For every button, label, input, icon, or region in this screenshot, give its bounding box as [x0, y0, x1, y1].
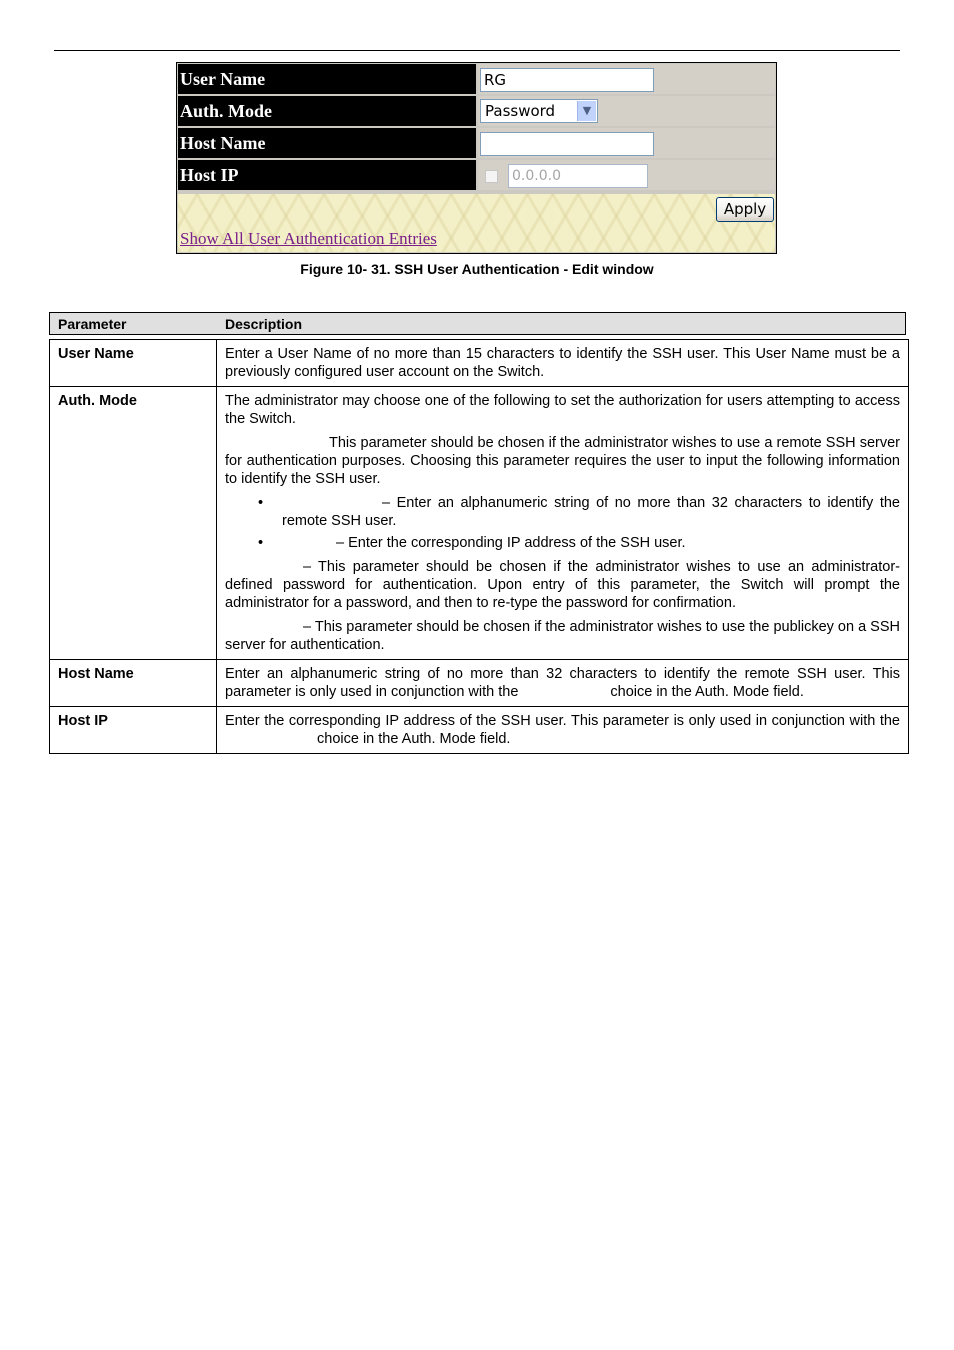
bullet-1-text: – Enter an alphanumeric string of no more than 32 characters to identify the remote SSH user.	[282, 495, 900, 529]
auth-mode-password-para	[225, 558, 900, 612]
host-ip-cell	[478, 160, 775, 190]
host-ip-row	[178, 160, 775, 190]
auth-mode-select[interactable]	[480, 99, 598, 123]
list-item	[258, 534, 900, 552]
user-name-input[interactable]: RG	[480, 68, 654, 92]
host-name-cell	[478, 128, 775, 158]
host-ip-label: Host IP	[178, 160, 476, 190]
auth-mode-row	[178, 96, 775, 126]
auth-mode-bullets	[225, 494, 900, 552]
header-parameter: Parameter	[58, 316, 127, 332]
auth-mode-host-based: This parameter should be chosen if the administrator wishes to use a remote SSH server for authentication purposes. Choosing this parameter requires the user to input the following information to identify the SSH user.	[225, 435, 900, 487]
parameter-table	[49, 339, 909, 754]
host-name-desc-b: choice in the Auth. Mode field.	[610, 684, 804, 700]
param-description	[217, 387, 909, 660]
host-ip-desc-a: Enter the corresponding IP address of the SSH user. This parameter is only used in conjunction with the	[225, 713, 900, 729]
param-description	[217, 660, 909, 707]
user-name-label: User Name	[178, 64, 476, 94]
host-name-row	[178, 128, 775, 158]
bullet-2-text: – Enter the corresponding IP address of the SSH user.	[336, 535, 686, 551]
table-header	[49, 312, 906, 335]
auth-mode-selected-value: Password	[485, 102, 556, 120]
table-row	[50, 340, 909, 387]
figure-caption: Figure 10- 31. SSH User Authentication - Edit window	[300, 261, 654, 277]
auth-mode-publickey-para	[225, 618, 900, 654]
param-description	[217, 340, 909, 387]
host-ip-desc-para	[225, 712, 900, 748]
param-name: Host Name	[50, 660, 217, 707]
auth-mode-host-based-para	[225, 434, 900, 488]
header-description: Description	[225, 316, 303, 332]
apply-button[interactable]: Apply	[716, 197, 774, 222]
param-name: Auth. Mode	[50, 387, 217, 660]
panel-footer	[178, 194, 775, 252]
table-row	[50, 387, 909, 660]
bullet-icon: •	[258, 495, 264, 511]
host-name-desc-a: Enter an alphanumeric string of no more than 32 characters to identify the remote SSH user. This parameter is only used in conjunction with the	[225, 666, 900, 700]
ssh-user-auth-edit-panel	[176, 62, 777, 254]
show-all-entries-link[interactable]: Show All User Authentication Entries	[180, 229, 437, 248]
table-row	[50, 660, 909, 707]
user-name-row	[178, 64, 775, 94]
user-name-cell	[478, 64, 775, 94]
bullet-icon: •	[258, 535, 264, 551]
host-name-desc-para	[225, 665, 900, 701]
auth-mode-password: – This parameter should be chosen if the administrator wishes to use an administrator-defined password for authentication. Upon entry of this parameter, the Switch will prompt the administrator for a password, and then to re-type the password for confirmation.	[225, 559, 900, 611]
auth-mode-publickey: – This parameter should be chosen if the administrator wishes to use the publickey on a SSH server for authentication.	[225, 619, 900, 653]
chevron-down-icon[interactable]: ▼	[577, 101, 596, 121]
host-name-label: Host Name	[178, 128, 476, 158]
host-ip-checkbox[interactable]	[485, 170, 498, 183]
param-name: User Name	[50, 340, 217, 387]
host-ip-desc-b: choice in the Auth. Mode field.	[317, 731, 511, 747]
user-name-desc: Enter a User Name of no more than 15 characters to identify the SSH user. This User Name must be a previously configured user account on the Switch.	[225, 346, 900, 380]
auth-mode-label: Auth. Mode	[178, 96, 476, 126]
table-row	[50, 707, 909, 754]
param-name: Host IP	[50, 707, 217, 754]
auth-mode-intro: The administrator may choose one of the following to set the authorization for users attempting to access the Switch.	[225, 393, 900, 427]
host-ip-input[interactable]: 0.0.0.0	[508, 164, 648, 188]
page-top-rule	[54, 50, 900, 51]
auth-mode-cell	[478, 96, 775, 126]
list-item	[258, 494, 900, 530]
host-name-input[interactable]	[480, 132, 654, 156]
param-description	[217, 707, 909, 754]
